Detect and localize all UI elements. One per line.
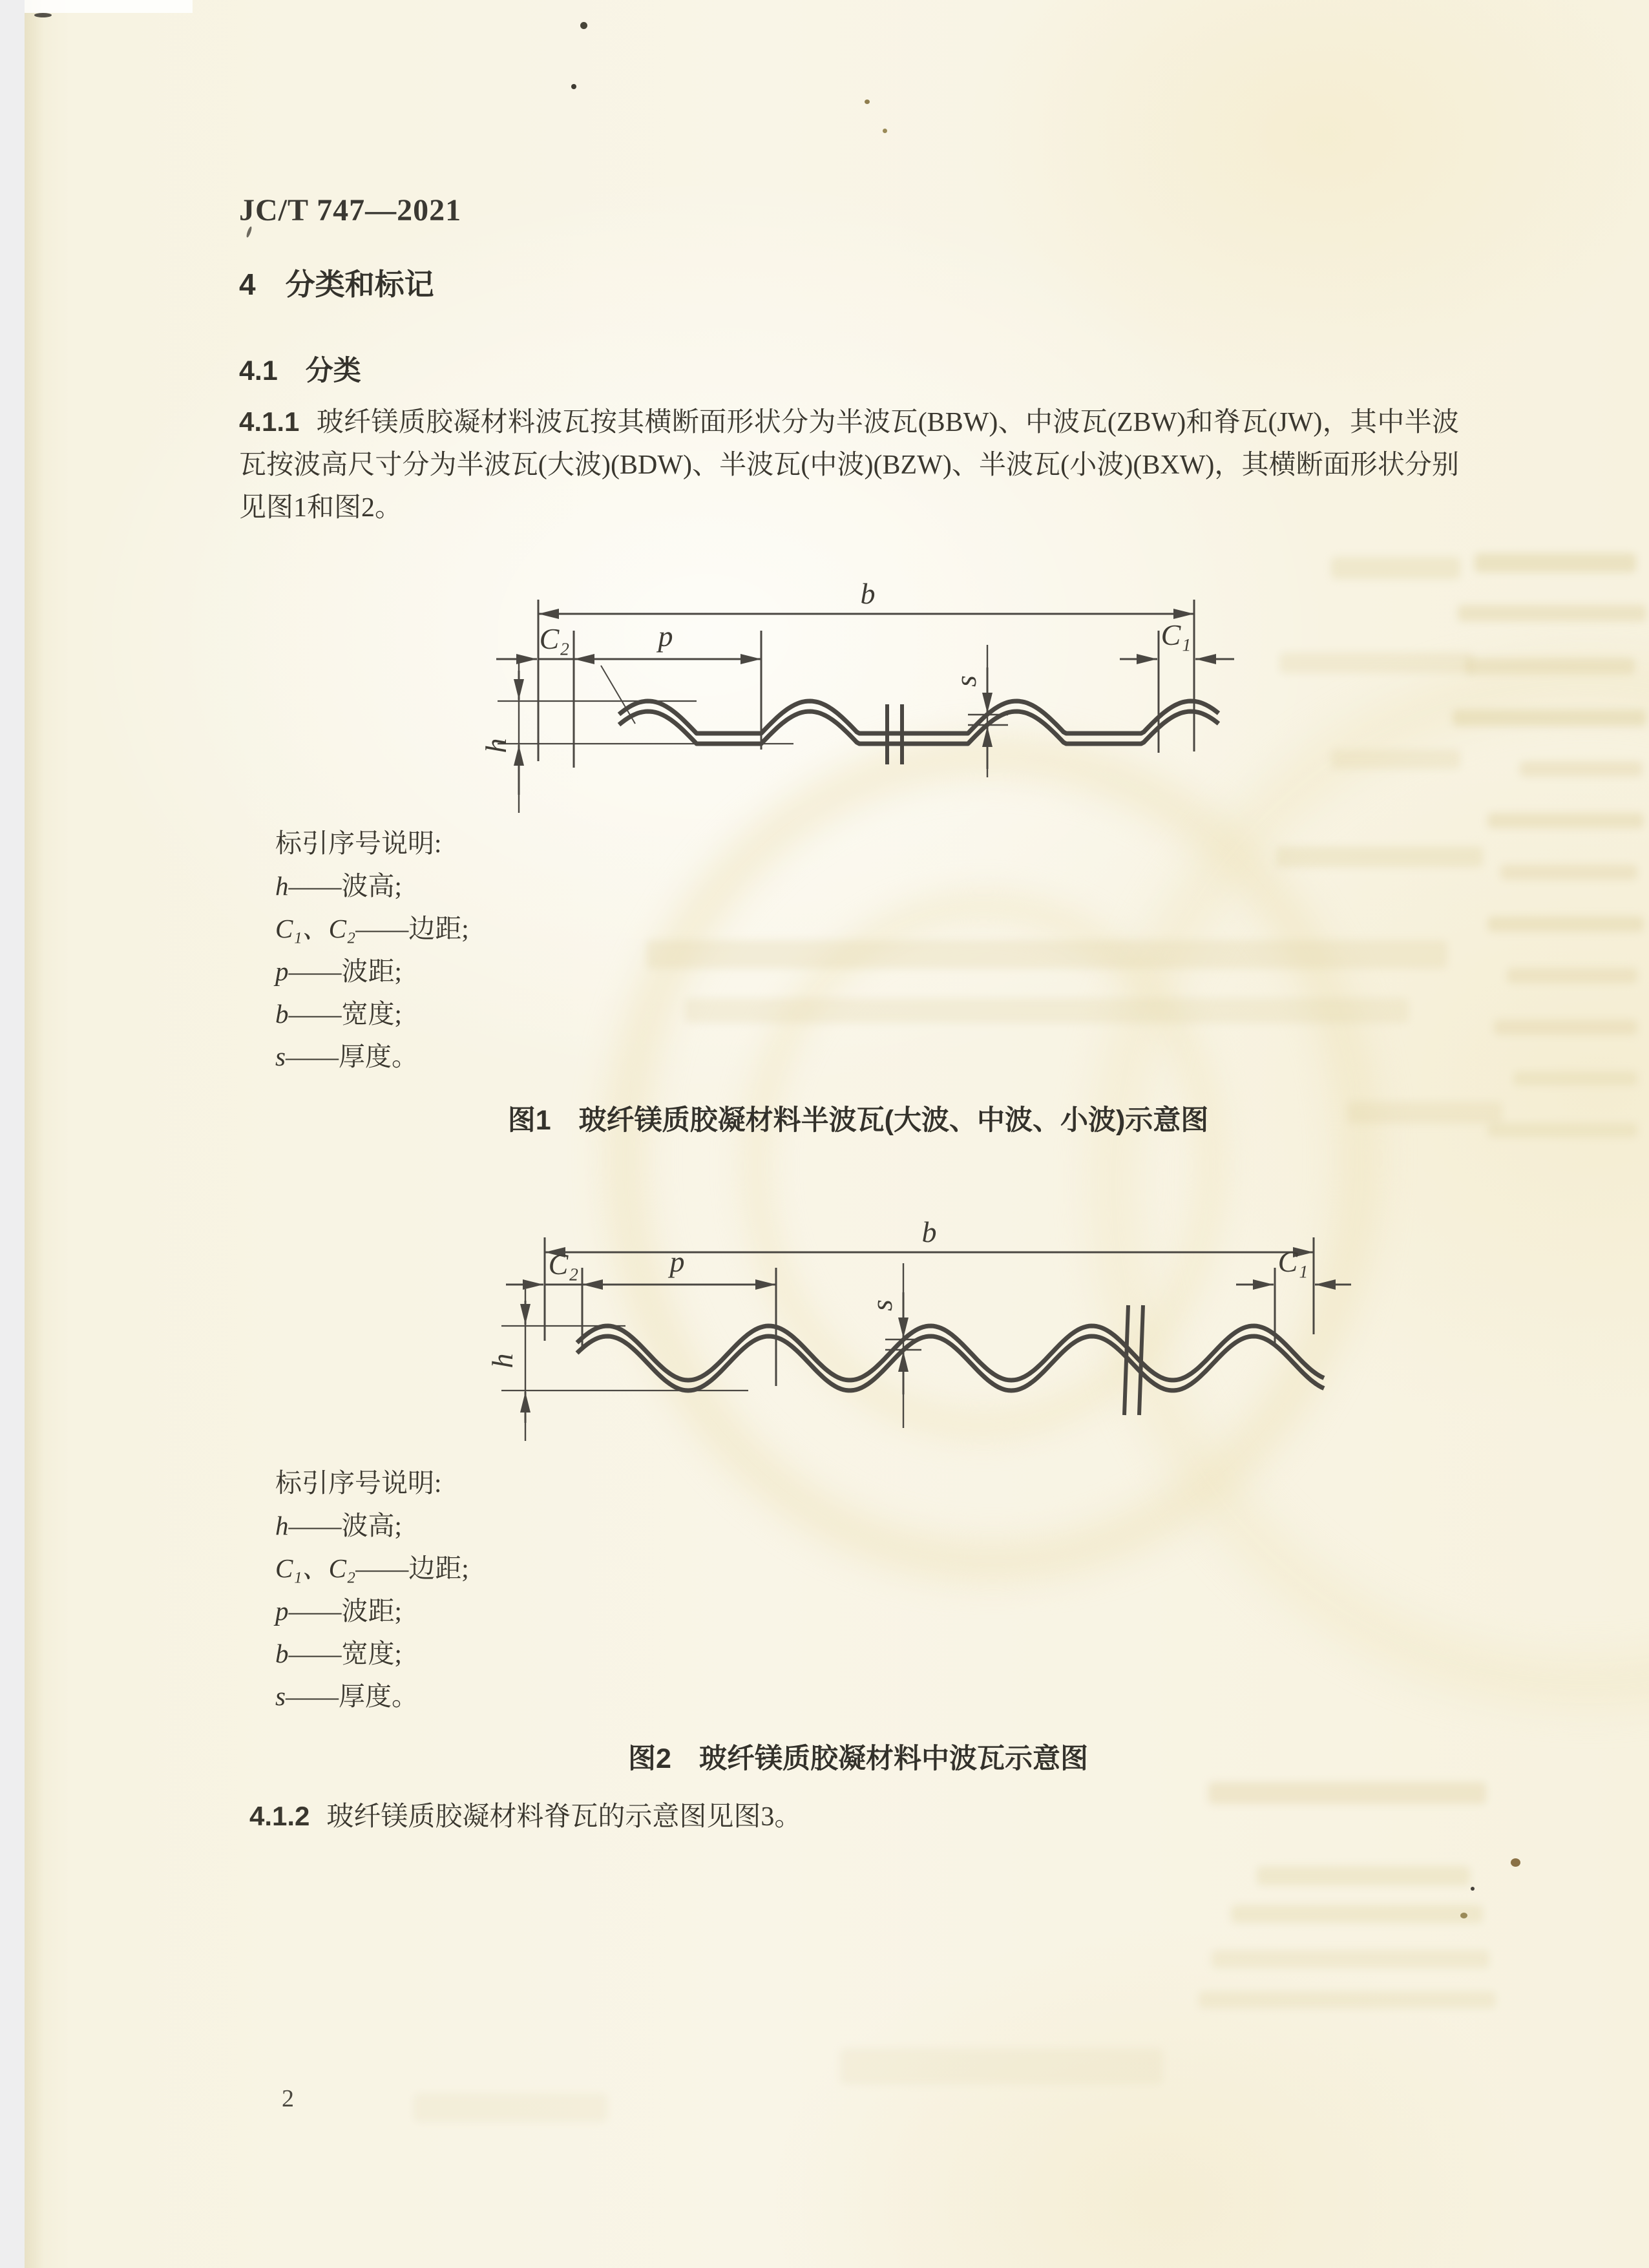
dim-label-c2: C₂	[548, 1248, 579, 1281]
bleed-through-line	[1465, 658, 1635, 675]
legend-item	[275, 1504, 469, 1547]
scan-speck	[883, 129, 887, 133]
legend-item	[275, 1675, 469, 1717]
figure1-drawing	[479, 554, 1239, 832]
scan-speck	[1460, 1913, 1467, 1918]
figure1-legend	[275, 822, 469, 1078]
bleed-through-line	[1487, 916, 1644, 932]
bleed-through-line	[1208, 1782, 1486, 1804]
clause-number: 4.1.2	[249, 1801, 310, 1831]
scan-speck	[580, 22, 587, 29]
paragraph-4-1-1	[239, 401, 1459, 529]
figure2-legend	[275, 1462, 469, 1717]
legend-term: ——波距;	[288, 1596, 402, 1626]
subsection-heading: 4.1 分类	[239, 355, 361, 386]
bleed-through-line	[646, 940, 1447, 969]
legend-term: ——波高;	[288, 871, 402, 901]
page-paper	[25, 0, 1649, 2268]
legend-term: ——宽度;	[288, 1639, 402, 1668]
scan-edge-shadow	[25, 0, 44, 2268]
legend-term: ——宽度;	[288, 999, 402, 1029]
bleed-through-line	[1513, 1071, 1637, 1086]
section-heading: 4 分类和标记	[239, 268, 434, 301]
bleed-through-line	[1257, 1866, 1470, 1885]
page-top-edge	[25, 0, 193, 13]
bleed-through-line	[1487, 1123, 1637, 1137]
legend-term: ——边距;	[355, 914, 469, 943]
bleed-through-line	[1212, 1950, 1489, 1968]
clause-number: 4.1.1	[239, 406, 300, 437]
dim-label-c1: C₁	[1277, 1245, 1308, 1278]
legend-title: 标引序号说明:	[275, 1468, 442, 1498]
dim-label-b: b	[921, 1215, 937, 1248]
bleed-through-line	[1494, 1020, 1637, 1035]
legend-symbol: p	[275, 1596, 289, 1626]
page-number: 2	[282, 2085, 294, 2112]
legend-symbol: b	[275, 1639, 289, 1668]
legend-item	[275, 1632, 469, 1675]
legend-symbol: h	[275, 1511, 289, 1540]
legend-item	[275, 907, 469, 950]
scan-speck	[571, 84, 576, 89]
legend-symbol: C₁、C₂	[275, 914, 356, 943]
scan-speck	[1471, 1887, 1475, 1891]
dim-label-s: s	[865, 1299, 898, 1311]
figure2-caption: 图2 玻纤镁质胶凝材料中波瓦示意图	[628, 1743, 1088, 1774]
legend-item	[275, 1547, 469, 1590]
legend-term: ——厚度。	[285, 1681, 418, 1711]
bleed-through-line	[1276, 846, 1483, 867]
bleed-through-line	[685, 998, 1409, 1023]
standard-number: JC/T 747—2021	[239, 193, 462, 227]
scan-speck	[865, 100, 870, 104]
clause-text: 玻纤镁质胶凝材料波瓦按其横断面形状分为半波瓦(BBW)、中波瓦(ZBW)和脊瓦(JW)，其中半波瓦按波高尺寸分为半波瓦(大波)(BDW)、半波瓦(中波)(BZW)、半波瓦(小波)(BXW)，其横断面形状分别见图1和图2。	[239, 408, 1459, 523]
legend-term: ——波距;	[288, 956, 402, 986]
legend-term: ——厚度。	[285, 1042, 418, 1071]
legend-term: ——波高;	[288, 1511, 402, 1540]
dim-label-h: h	[486, 1353, 519, 1369]
legend-symbol: b	[275, 999, 289, 1029]
dim-label-b: b	[860, 577, 876, 610]
legend-symbol: s	[275, 1681, 286, 1711]
bleed-through-line	[1199, 1991, 1496, 2008]
bleed-through-line	[1458, 605, 1646, 622]
bleed-through-line	[1279, 653, 1473, 673]
scan-speck	[1511, 1858, 1520, 1867]
scan-speck	[34, 13, 52, 17]
bleed-through-line	[1347, 1102, 1502, 1124]
legend-item	[275, 992, 469, 1035]
legend-title: 标引序号说明:	[275, 828, 442, 858]
bleed-through-line	[1500, 865, 1637, 880]
figure1-caption: 图1 玻纤镁质胶凝材料半波瓦(大波、中波、小波)示意图	[507, 1105, 1209, 1136]
legend-item	[275, 950, 469, 992]
dim-label-s: s	[949, 675, 982, 687]
bleed-through-line	[1231, 1905, 1483, 1923]
bleed-through-line	[1487, 813, 1644, 828]
bleed-through-line	[414, 2094, 607, 2122]
bleed-through-line	[1331, 750, 1460, 769]
legend-item	[275, 1590, 469, 1632]
legend-term: ——边距;	[355, 1553, 469, 1583]
dim-label-h: h	[479, 738, 512, 753]
bleed-through-line	[1520, 761, 1643, 777]
bleed-through-line	[1453, 709, 1646, 726]
dim-label-c1: C₁	[1161, 618, 1192, 651]
dim-label-p: p	[658, 620, 673, 653]
bleed-through-line	[1507, 968, 1637, 983]
bleed-through-line	[1331, 557, 1460, 579]
figure2-drawing	[486, 1215, 1369, 1486]
clause-text: 玻纤镁质胶凝材料脊瓦的示意图见图3。	[326, 1802, 802, 1832]
paragraph-4-1-2	[249, 1795, 801, 1834]
dim-label-c2: C₂	[539, 622, 570, 655]
legend-item	[275, 865, 469, 907]
dim-label-p: p	[669, 1245, 685, 1278]
bleed-through-line	[840, 2048, 1163, 2084]
bleed-through-line	[1475, 553, 1636, 572]
legend-symbol: s	[275, 1042, 286, 1071]
legend-item	[275, 1035, 469, 1078]
legend-symbol: C₁、C₂	[275, 1553, 356, 1583]
legend-symbol: h	[275, 871, 289, 901]
legend-symbol: p	[275, 956, 289, 986]
